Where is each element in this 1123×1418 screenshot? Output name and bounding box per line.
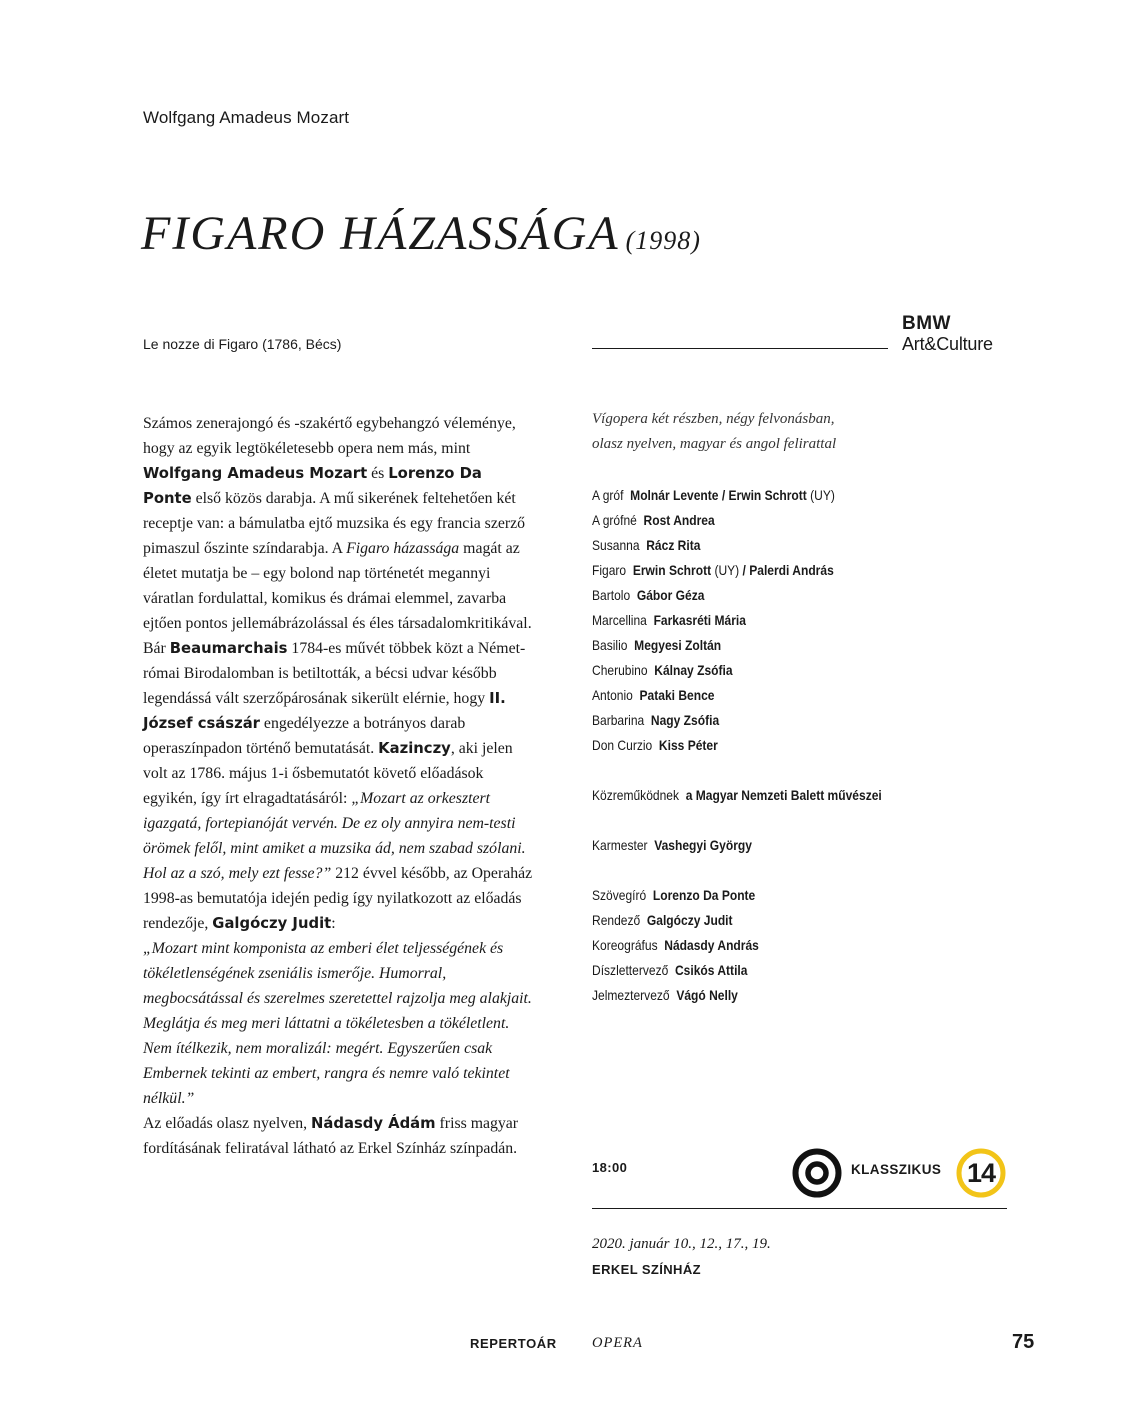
creator-row: Díszlettervező Csikós Attila xyxy=(592,962,748,978)
sponsor-line1: BMW xyxy=(902,313,951,334)
show-dates: 2020. január 10., 12., 17., 19. xyxy=(592,1236,771,1252)
creator-row: Jelmeztervező Vágó Nelly xyxy=(592,987,738,1003)
cast-row: A grófné Rost Andrea xyxy=(592,512,715,528)
cast-row: Bartolo Gábor Géza xyxy=(592,587,705,603)
bottom-divider xyxy=(592,1208,1007,1209)
cast-list xyxy=(592,483,929,1008)
cast-row: A gróf Molnár Levente / Erwin Schrott (UY) xyxy=(592,487,835,503)
cast-row: Basilio Megyesi Zoltán xyxy=(592,637,722,653)
paragraph-2: Bár Beaumarchais 1784-es művét többek közt a Német-római Birodalomban is betiltották, a bécsi udvar később legendássá vált szerzőpárosának sikerült elérnie, hogy II. József császár engedélyezze a botrányos darab operaszínpadon történő bemutatását. Kazinczy, aki jelen volt az 1786. május 1-i ősbemutatót követő előadások egyikén, így írt elragadtatásáról: „Mozart az orkesztert igazgatá, fortepianóját vervén. De ez oly annyira nem-testi örömek felől, mint amiket a muzsika ád, nem szabad szólani. Hol az a szó, mely ezt fesse?” 212 évvel később, az Operaház 1998-as bemutatója idején pedig így nyilatkozott az előadás rendezője, Galgóczy Judit: xyxy=(143,640,533,932)
creator-row: Koreográfus Nádasdy András xyxy=(592,937,759,953)
sponsor-line2: Art&Culture xyxy=(902,334,993,354)
sponsor-logo xyxy=(902,314,993,354)
title-year: (1998) xyxy=(625,226,701,255)
creator-row: Rendező Galgóczy Judit xyxy=(592,912,733,928)
description xyxy=(143,411,533,1161)
series-logo-icon xyxy=(792,1148,842,1198)
series-label: KLASSZIKUS xyxy=(851,1162,942,1177)
footer-genre: OPERA xyxy=(592,1335,643,1351)
cast-row: Antonio Pataki Bence xyxy=(592,687,715,703)
contributors-row: Közreműködnek a Magyar Nemzeti Balett művészei xyxy=(592,787,882,803)
page-number: 75 xyxy=(1012,1331,1035,1353)
paragraph-1: Számos zenerajongó és -szakértő egybehangzó véleménye, hogy az egyik legtökéletesebb opera nem más, mint Wolfgang Amadeus Mozart és Lorenzo Da Ponte első közös darabja. A mű sikerének feltehetően két receptje van: a bámulatba ejtő muzsika és egy francia szerző pimaszul őszinte színdarabja. A Figaro házassága magát az életet mutatja be – egy bolond nap történetét megannyi váratlan fordulattal, komikus és drámai elemmel, zavarba ejtően pontos jellemábrázolással és éles társadalomkritikával. xyxy=(143,415,532,632)
show-time: 18:00 xyxy=(592,1160,628,1175)
age-rating: 14 xyxy=(966,1158,996,1188)
cast-row: Don Curzio Kiss Péter xyxy=(592,737,718,753)
cast-row: Susanna Rácz Rita xyxy=(592,537,701,553)
conductor-row: Karmester Vashegyi György xyxy=(592,837,752,853)
venue: ERKEL SZÍNHÁZ xyxy=(592,1262,701,1277)
title-text: FIGARO HÁZASSÁGA xyxy=(141,207,620,260)
cast-row: Marcellina Farkasréti Mária xyxy=(592,612,746,628)
page-title xyxy=(141,206,701,261)
cast-row: Figaro Erwin Schrott (UY) / Palerdi András xyxy=(592,562,834,578)
cast-row: Cherubino Kálnay Zsófia xyxy=(592,662,733,678)
original-title: Le nozze di Figaro (1786, Bécs) xyxy=(143,336,342,352)
composer-name: Wolfgang Amadeus Mozart xyxy=(143,108,350,127)
director-quote: „Mozart mint komponista az emberi élet teljességének és tökéletlenségének zseniális ismerője. Humorral, megbocsátással és szerelmes szeretettel rajzolja meg alakjait. Meglátja és meg meri láttatni a tökéletesben a tökéletlent. Nem ítélkezik, nem moralizál: megért. Egyszerűen csak Embernek tekinti az embert, rangra és nemre való tekintet nélkül.” xyxy=(143,940,532,1107)
cast-row: Barbarina Nagy Zsófia xyxy=(592,712,720,728)
genre-description: Vígopera két részben, négy felvonásban, olasz nyelven, magyar és angol felirattal xyxy=(592,411,837,452)
creator-row: Szövegíró Lorenzo Da Ponte xyxy=(592,887,756,903)
paragraph-3: Az előadás olasz nyelven, Nádasdy Ádám friss magyar fordításának feliratával látható az Erkel Színház színpadán. xyxy=(143,1115,519,1157)
top-divider xyxy=(592,348,888,349)
footer-section: REPERTOÁR xyxy=(470,1336,557,1351)
